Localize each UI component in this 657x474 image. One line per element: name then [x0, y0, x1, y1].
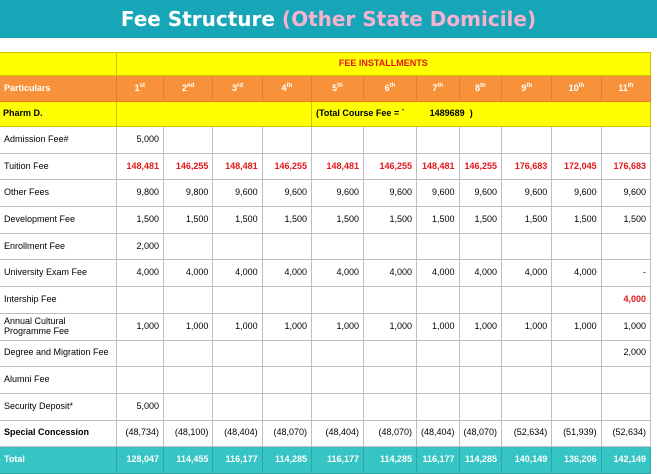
fee-cell	[601, 127, 650, 154]
fee-cell: 148,481	[417, 153, 460, 180]
fee-cell	[552, 393, 601, 420]
title-accent: (Other State Domicile)	[281, 7, 537, 31]
concession-cell: (52,634)	[601, 420, 650, 447]
installment-header	[601, 76, 650, 102]
installment-header	[417, 76, 460, 102]
installment-suffix: th	[578, 83, 585, 90]
fee-row-label: Development Fee	[0, 207, 116, 234]
fee-cell: 148,481	[116, 153, 164, 180]
fee-cell: 1,500	[601, 207, 650, 234]
program-row	[0, 102, 651, 127]
fee-cell: 1,000	[262, 313, 311, 340]
fee-cell	[417, 393, 460, 420]
page-banner	[0, 0, 657, 52]
fee-cell	[601, 393, 650, 420]
fee-cell: 176,683	[601, 153, 650, 180]
fee-cell: 9,600	[262, 180, 311, 207]
fee-cell: 9,600	[364, 180, 417, 207]
fee-row-label: Security Deposit*	[0, 393, 116, 420]
installment-header	[459, 76, 502, 102]
installment-header	[552, 76, 601, 102]
concession-cell: (48,404)	[213, 420, 262, 447]
fee-cell: 5,000	[116, 127, 164, 154]
total-cell: 128,047	[116, 447, 164, 474]
fee-cell	[262, 233, 311, 260]
fee-cell: 9,600	[417, 180, 460, 207]
total-cell: 116,177	[417, 447, 460, 474]
fee-cell	[417, 340, 460, 367]
fee-cell: 146,255	[164, 153, 213, 180]
fee-cell: 1,000	[116, 313, 164, 340]
fee-row-label: Other Fees	[0, 180, 116, 207]
installment-suffix: th	[627, 83, 634, 90]
fee-cell: 1,000	[213, 313, 262, 340]
fee-row	[0, 127, 651, 154]
fee-cell: 2,000	[601, 340, 650, 367]
total-cell: 136,206	[552, 447, 601, 474]
fee-row	[0, 367, 651, 394]
fee-cell: 1,500	[502, 207, 552, 234]
fee-cell: 4,000	[164, 260, 213, 287]
header-row	[0, 76, 651, 102]
installment-suffix: th	[437, 83, 444, 90]
fee-cell: 9,600	[213, 180, 262, 207]
total-label: Total	[0, 447, 116, 474]
fee-cell: 4,000	[262, 260, 311, 287]
total-cell: 142,149	[601, 447, 650, 474]
concession-cell: (48,100)	[164, 420, 213, 447]
concession-cell: (48,734)	[116, 420, 164, 447]
fee-row-label: Tuition Fee	[0, 153, 116, 180]
fee-cell	[502, 233, 552, 260]
installment-number: 1	[134, 83, 140, 94]
fee-cell	[213, 287, 262, 314]
installment-suffix: th	[337, 83, 343, 90]
fee-cell	[552, 233, 601, 260]
installment-suffix: st	[139, 83, 145, 90]
fee-cell	[213, 393, 262, 420]
installment-header	[116, 76, 164, 102]
fee-row-label: Intership Fee	[0, 287, 116, 314]
fee-cell: 4,000	[601, 287, 650, 314]
installment-number: 9	[521, 83, 527, 94]
fee-cell	[459, 287, 502, 314]
fee-cell	[164, 367, 213, 394]
fee-cell	[601, 233, 650, 260]
fee-cell: -	[601, 260, 650, 287]
fee-cell	[459, 127, 502, 154]
fee-cell	[213, 233, 262, 260]
total-cell: 114,285	[364, 447, 417, 474]
installment-number: 4	[281, 83, 287, 94]
fee-row-label: Degree and Migration Fee	[0, 340, 116, 367]
installment-header	[262, 76, 311, 102]
fee-cell	[552, 127, 601, 154]
fee-cell	[502, 127, 552, 154]
fee-cell	[164, 340, 213, 367]
fee-cell	[116, 340, 164, 367]
fee-cell: 9,600	[601, 180, 650, 207]
fee-cell	[312, 367, 364, 394]
program-name: Pharm D.	[0, 102, 116, 127]
total-course-value: 1489689	[429, 108, 465, 119]
fee-cell	[459, 393, 502, 420]
fee-cell: 1,500	[164, 207, 213, 234]
fee-cell	[364, 367, 417, 394]
fee-cell: 4,000	[364, 260, 417, 287]
fee-cell: 1,500	[417, 207, 460, 234]
fee-cell	[312, 127, 364, 154]
fee-cell	[502, 340, 552, 367]
concession-cell: (51,939)	[552, 420, 601, 447]
fee-cell: 1,000	[164, 313, 213, 340]
fee-cell	[116, 287, 164, 314]
fee-cell: 2,000	[116, 233, 164, 260]
installment-number: 3	[232, 83, 238, 94]
fee-cell: 4,000	[459, 260, 502, 287]
fee-cell: 9,600	[459, 180, 502, 207]
concession-cell: (48,070)	[459, 420, 502, 447]
fee-cell	[262, 367, 311, 394]
fee-cell: 1,500	[312, 207, 364, 234]
concession-row	[0, 420, 651, 447]
total-course-close: )	[469, 108, 473, 119]
fee-cell	[312, 393, 364, 420]
fee-cell: 146,255	[459, 153, 502, 180]
fee-cell	[417, 287, 460, 314]
fee-cell	[364, 340, 417, 367]
fee-row	[0, 340, 651, 367]
fee-cell: 4,000	[417, 260, 460, 287]
fee-table	[0, 52, 651, 474]
particulars-header: Particulars	[0, 76, 116, 102]
installment-suffix: nd	[187, 83, 195, 90]
fee-cell	[364, 127, 417, 154]
fee-cell	[213, 340, 262, 367]
fee-row-label: Admission Fee#	[0, 127, 116, 154]
fee-table-body	[0, 53, 651, 474]
total-cell: 114,285	[459, 447, 502, 474]
fee-cell: 5,000	[116, 393, 164, 420]
fee-cell: 1,500	[552, 207, 601, 234]
page-title	[0, 0, 657, 38]
installment-suffix: th	[526, 83, 533, 90]
fee-cell	[262, 340, 311, 367]
fee-cell	[164, 393, 213, 420]
fee-cell: 9,800	[116, 180, 164, 207]
fee-cell	[213, 127, 262, 154]
program-spacer	[116, 102, 311, 127]
fee-cell	[459, 340, 502, 367]
fee-cell: 1,000	[601, 313, 650, 340]
installment-number: 11	[618, 83, 628, 94]
concession-cell: (48,070)	[364, 420, 417, 447]
fee-cell	[364, 287, 417, 314]
fee-cell	[364, 393, 417, 420]
installment-header	[502, 76, 552, 102]
fee-row-label: Enrollment Fee	[0, 233, 116, 260]
fee-cell: 1,000	[364, 313, 417, 340]
fee-cell	[262, 127, 311, 154]
concession-label: Special Concession	[0, 420, 116, 447]
fee-cell	[213, 367, 262, 394]
fee-cell	[164, 287, 213, 314]
installment-number: 5	[332, 83, 338, 94]
fee-row	[0, 153, 651, 180]
fee-cell: 1,000	[502, 313, 552, 340]
fee-cell: 1,500	[262, 207, 311, 234]
fee-cell: 9,600	[312, 180, 364, 207]
fee-cell	[262, 287, 311, 314]
total-cell: 116,177	[312, 447, 364, 474]
installment-header	[312, 76, 364, 102]
fee-cell	[417, 127, 460, 154]
fee-cell: 9,600	[502, 180, 552, 207]
fee-cell	[552, 287, 601, 314]
installment-suffix: rd	[237, 83, 244, 90]
installment-suffix: th	[479, 83, 486, 90]
fee-cell	[502, 367, 552, 394]
total-cell: 140,149	[502, 447, 552, 474]
fee-row	[0, 393, 651, 420]
installments-row	[0, 53, 651, 76]
fee-cell	[364, 233, 417, 260]
fee-row	[0, 180, 651, 207]
fee-cell: 1,000	[552, 313, 601, 340]
total-cell: 114,455	[164, 447, 213, 474]
fee-cell	[164, 233, 213, 260]
installment-number: 7	[432, 83, 438, 94]
fee-cell	[312, 233, 364, 260]
installment-header	[164, 76, 213, 102]
total-cell: 116,177	[213, 447, 262, 474]
fee-row-label: Annual Cultural Programme Fee	[0, 313, 116, 340]
fee-row-label: Alumni Fee	[0, 367, 116, 394]
fee-cell	[459, 367, 502, 394]
fee-cell	[312, 287, 364, 314]
total-cell: 114,285	[262, 447, 311, 474]
fee-cell: 1,500	[459, 207, 502, 234]
fee-cell	[312, 340, 364, 367]
installment-header	[364, 76, 417, 102]
installment-number: 2	[182, 83, 188, 94]
banner-strip	[0, 38, 657, 52]
fee-row-label: University Exam Fee	[0, 260, 116, 287]
fee-row	[0, 233, 651, 260]
fee-cell: 146,255	[262, 153, 311, 180]
fee-cell: 4,000	[116, 260, 164, 287]
fee-cell	[552, 367, 601, 394]
installments-spacer	[0, 53, 116, 76]
fee-cell	[502, 287, 552, 314]
installment-suffix: th	[389, 83, 396, 90]
total-course-fee	[312, 102, 651, 127]
fee-row	[0, 287, 651, 314]
installment-suffix: th	[286, 83, 293, 90]
fee-cell: 172,045	[552, 153, 601, 180]
fee-cell: 1,500	[213, 207, 262, 234]
installment-number: 10	[568, 83, 579, 94]
fee-cell	[502, 393, 552, 420]
fee-cell	[417, 233, 460, 260]
fee-cell: 1,000	[417, 313, 460, 340]
fee-cell: 9,600	[552, 180, 601, 207]
installments-heading: FEE INSTALLMENTS	[116, 53, 650, 76]
concession-cell: (52,634)	[502, 420, 552, 447]
fee-cell	[552, 340, 601, 367]
fee-cell: 1,000	[312, 313, 364, 340]
fee-cell	[601, 367, 650, 394]
fee-row	[0, 207, 651, 234]
fee-cell	[262, 393, 311, 420]
fee-cell: 176,683	[502, 153, 552, 180]
fee-row	[0, 260, 651, 287]
fee-cell: 1,000	[459, 313, 502, 340]
fee-cell: 1,500	[364, 207, 417, 234]
fee-row	[0, 313, 651, 340]
fee-cell	[164, 127, 213, 154]
fee-cell: 4,000	[213, 260, 262, 287]
installment-number: 6	[384, 83, 390, 94]
fee-cell: 4,000	[312, 260, 364, 287]
installment-number: 8	[474, 83, 480, 94]
fee-cell: 148,481	[312, 153, 364, 180]
concession-cell: (48,404)	[312, 420, 364, 447]
fee-cell: 9,800	[164, 180, 213, 207]
fee-cell	[116, 367, 164, 394]
title-main: Fee Structure	[120, 7, 275, 31]
fee-cell	[459, 233, 502, 260]
fee-cell: 4,000	[552, 260, 601, 287]
concession-cell: (48,070)	[262, 420, 311, 447]
concession-cell: (48,404)	[417, 420, 460, 447]
fee-cell: 148,481	[213, 153, 262, 180]
fee-cell: 146,255	[364, 153, 417, 180]
fee-cell	[417, 367, 460, 394]
fee-cell: 4,000	[502, 260, 552, 287]
total-row	[0, 447, 651, 474]
fee-cell: 1,500	[116, 207, 164, 234]
installment-header	[213, 76, 262, 102]
total-course-label: (Total Course Fee = `	[316, 108, 405, 119]
